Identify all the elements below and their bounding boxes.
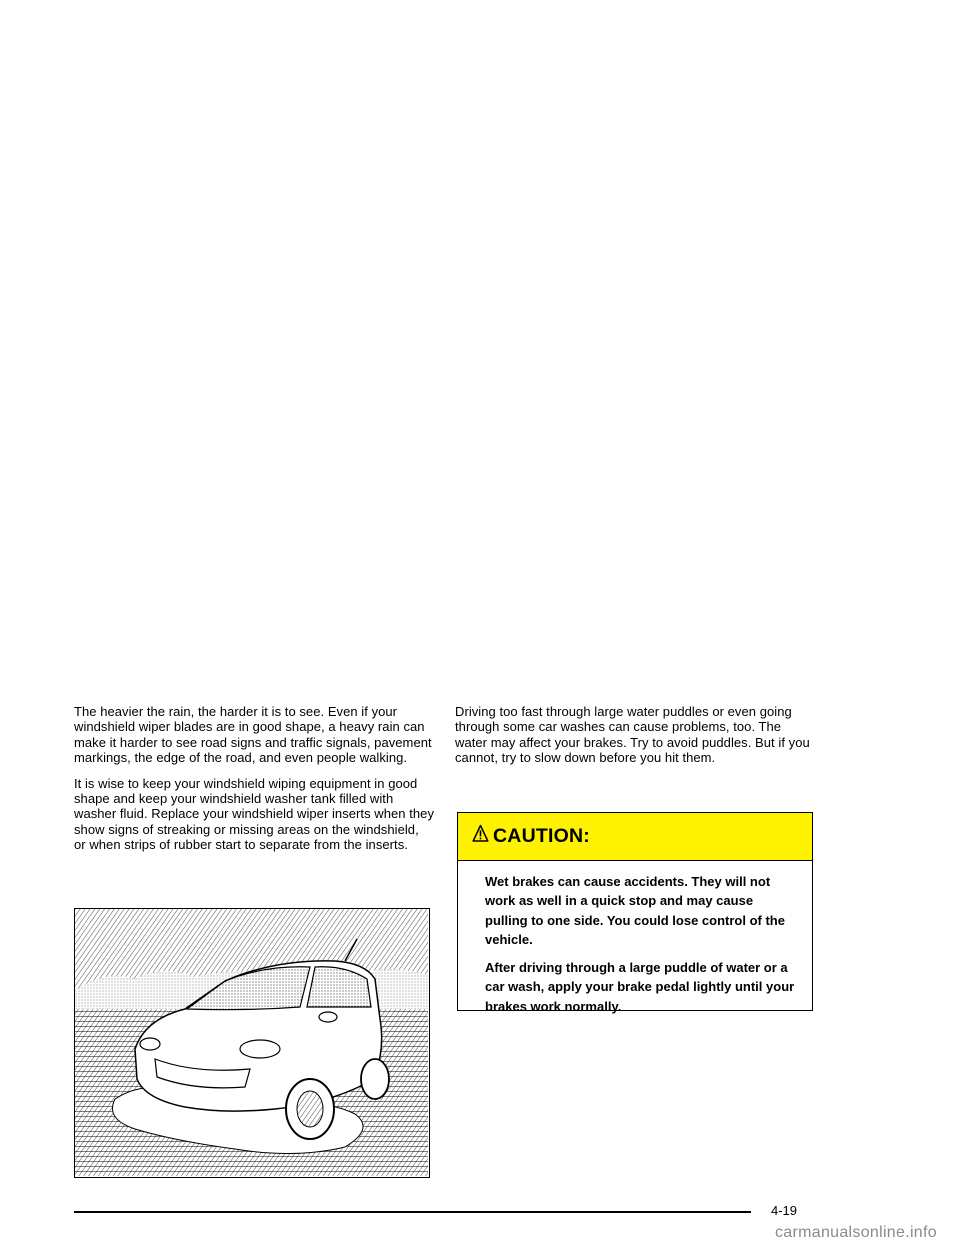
footer-rule — [74, 1211, 751, 1213]
vehicle-illustration-svg — [75, 909, 428, 1176]
paragraph-wiper-maintenance: It is wise to keep your windshield wiping equipment in good shape and keep your windshield washer tank filled with washer fluid. Replace your windshield wiper inserts when they show signs of streaking or missing areas on the windshield, or when strips of rubber start to separate from the inserts. — [74, 775, 435, 853]
paragraph-water-puddles: Driving too fast through large water puddles or even going through some car washes can cause problems, too. The water may affect your brakes. Try to avoid puddles. But if you cannot, try to slow down before you hit them. — [455, 704, 810, 766]
left-column — [74, 704, 434, 863]
caution-box — [457, 812, 813, 1014]
watermark: carmanualsonline.info — [775, 1224, 937, 1241]
caution-body — [458, 861, 812, 1016]
vehicle-water-illustration — [74, 908, 430, 1178]
caution-title: CAUTION: — [493, 825, 590, 847]
page-number: 4-19 — [771, 1203, 798, 1218]
right-column — [455, 704, 815, 776]
caution-paragraph-wet-brakes: Wet brakes can cause accidents. They will not work as well in a quick stop and may cause pulling to one side. You could lose control of the vehicle. — [485, 874, 785, 947]
caution-paragraph-apply-brakes: After driving through a large puddle of water or a car wash, apply your brake pedal lightly until your brakes work normally. — [485, 960, 795, 1014]
paragraph-rain-visibility: The heavier the rain, the harder it is to see. Even if your windshield wiper blades are in good shape, a heavy rain can make it harder to see road signs and traffic signals, pavement markings, the edge of the road, and even people walking. — [74, 704, 432, 766]
caution-header — [458, 813, 812, 861]
caution-triangle-icon — [472, 824, 489, 843]
